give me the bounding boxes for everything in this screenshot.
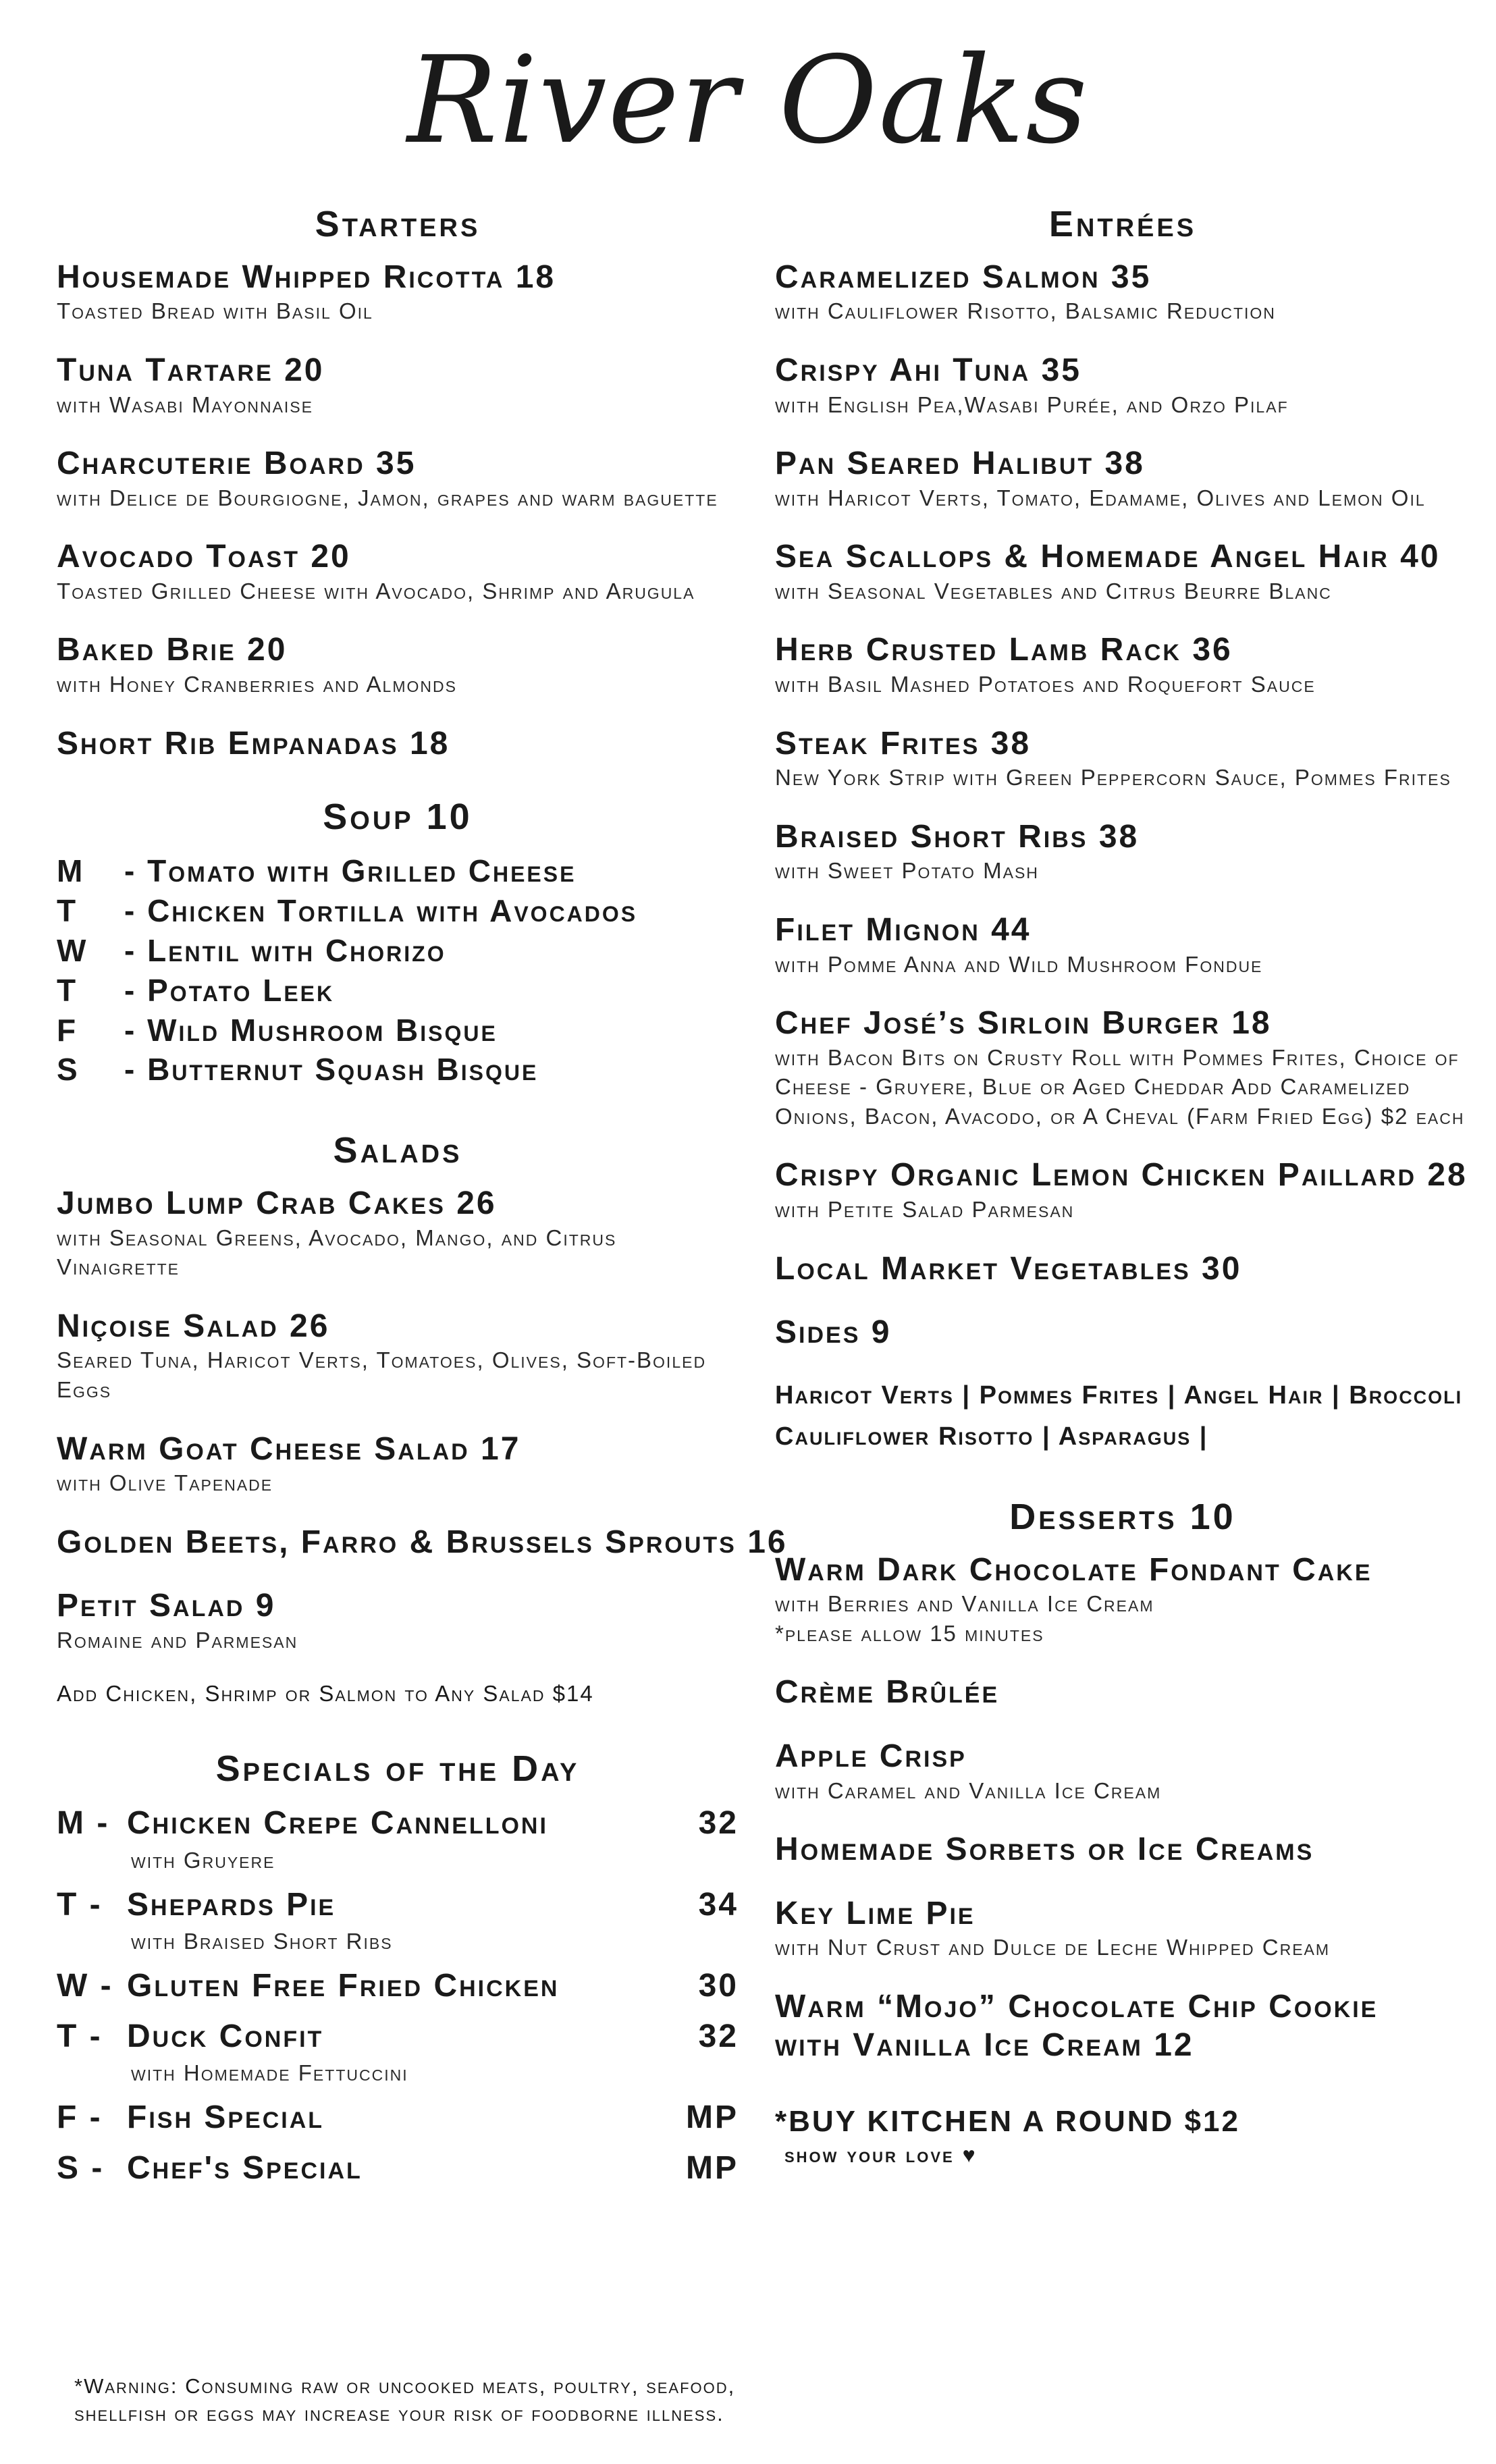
menu-item xyxy=(57,1430,739,1498)
menu-item xyxy=(57,259,739,326)
special-day: F - xyxy=(57,2099,103,2136)
right-column xyxy=(775,203,1470,2168)
salads-list xyxy=(57,1185,788,1706)
special-price: 30 xyxy=(698,1968,739,2004)
special-day: S - xyxy=(57,2149,105,2186)
soup-list xyxy=(57,851,739,1090)
special-desc: with Braised Short Ribs xyxy=(131,1929,393,1954)
show-your-love: show your love ♥ xyxy=(784,2143,978,2168)
menu-item xyxy=(775,259,1470,326)
menu-item-note: *please allow 15 minutes xyxy=(775,1620,1044,1646)
entrees-list xyxy=(775,259,1470,1288)
menu-item xyxy=(775,818,1470,886)
soup-item: - Butternut Squash Bisque xyxy=(124,1052,539,1088)
menu-item-name: Warm “Mojo” Chocolate Chip Cookie xyxy=(775,1988,1379,2025)
specials-list xyxy=(57,1802,739,2189)
health-warning: *Warning: Consuming raw or uncooked meats, poultry, seafood, shellfish or eggs may increase your risk of foodborne illness. xyxy=(74,2374,736,2426)
menu-item-name: Warm Dark Chocolate Fondant Cake xyxy=(775,1551,1372,1588)
menu-item-desc: Romaine and Parmesan xyxy=(57,1627,298,1653)
starters-heading: Starters xyxy=(315,204,481,244)
menu-item xyxy=(775,352,1470,419)
special-name: Gluten Free Fried Chicken xyxy=(127,1968,560,2004)
menu-item-name: Golden Beets, Farro & Brussels Sprouts 16 xyxy=(57,1524,788,1560)
menu-item xyxy=(775,1156,1470,1224)
menu-item xyxy=(57,352,739,419)
menu-item xyxy=(775,911,1470,979)
special-price: 32 xyxy=(698,2018,739,2054)
menu-item-name: Crème Brûlée xyxy=(775,1674,1000,1711)
menu-item xyxy=(775,1831,1470,1869)
menu-item-name: Baked Brie 20 xyxy=(57,632,288,668)
menu-item-name: Local Market Vegetables 30 xyxy=(775,1250,1242,1287)
menu-item-desc: with Olive Tapenade xyxy=(57,1470,273,1496)
special-desc: with Gruyere xyxy=(131,1847,275,1873)
menu-item-desc: with Basil Mashed Potatoes and Roquefort Sauce xyxy=(775,672,1316,697)
special-day: M - xyxy=(57,1805,110,1842)
menu-item xyxy=(775,631,1470,699)
menu-item-desc: with Wasabi Mayonnaise xyxy=(57,392,313,417)
soup-item: - Potato Leek xyxy=(124,972,335,1008)
menu-item xyxy=(57,725,739,764)
special-day: T - xyxy=(57,2018,103,2054)
soup-item: - Tomato with Grilled Cheese xyxy=(124,853,577,889)
sides-list xyxy=(775,1375,1470,1457)
menu-item-desc: with Haricot Verts, Tomato, Edamame, Olives and Lemon Oil xyxy=(775,485,1426,510)
special-price: MP xyxy=(686,2099,739,2136)
menu-item xyxy=(775,1673,1470,1712)
special-name: Chicken Crepe Cannelloni xyxy=(127,1805,548,1842)
left-column xyxy=(57,203,788,2197)
menu-item-desc: Toasted Grilled Cheese with Avocado, Shrimp and Arugula xyxy=(57,578,695,604)
menu-item-desc: with Nut Crust and Dulce de Leche Whipped Cream xyxy=(775,1935,1331,1960)
special-name: Chef's Special xyxy=(127,2149,363,2186)
entrees-heading: Entrées xyxy=(1048,204,1197,244)
menu-item-name: Charcuterie Board 35 xyxy=(57,446,417,482)
menu-item-name: Apple Crisp xyxy=(775,1738,967,1774)
specials-heading: Specials of the Day xyxy=(215,1748,580,1789)
menu-item-name: Chef José’s Sirloin Burger 18 xyxy=(775,1005,1272,1042)
special-day: T - xyxy=(57,1886,103,1923)
special-price: 34 xyxy=(698,1886,739,1923)
soup-day: T xyxy=(57,892,78,928)
menu-item-name-line2: with Vanilla Ice Cream 12 xyxy=(775,2027,1194,2063)
menu-item-name: Petit Salad 9 xyxy=(57,1588,276,1624)
menu-item-desc: with Bacon Bits on Crusty Roll with Pommes Frites, Choice of Cheese - Gruyere, Blue or Aged Cheddar Add Caramelized Onions, Bacon, Avacodo, or A Cheval (Farm Fried Egg) $2 each xyxy=(775,1044,1465,1129)
menu-item-name: Niçoise Salad 26 xyxy=(57,1308,330,1344)
menu-item-name: Warm Goat Cheese Salad 17 xyxy=(57,1430,521,1467)
menu-item-name: Pan Seared Halibut 38 xyxy=(775,446,1145,482)
menu-item xyxy=(775,725,1470,793)
sides-heading: Sides 9 xyxy=(775,1314,892,1351)
soup-row xyxy=(57,851,739,891)
special-price: 32 xyxy=(698,1805,739,1842)
menu-item-name: Herb Crusted Lamb Rack 36 xyxy=(775,632,1233,668)
menu-item-desc: with Petite Salad Parmesan xyxy=(775,1197,1075,1223)
menu-item-name: Avocado Toast 20 xyxy=(57,539,351,575)
special-item xyxy=(57,1802,739,1876)
salad-addon-note: Add Chicken, Shrimp or Salmon to Any Salad $14 xyxy=(57,1680,594,1706)
menu-item-name: Steak Frites 38 xyxy=(775,725,1032,761)
menu-item-name: Housemade Whipped Ricotta 18 xyxy=(57,259,556,295)
menu-item-desc: with Delice de Bourgiogne, Jamon, grapes and warm baguette xyxy=(57,485,718,510)
special-item xyxy=(57,1965,739,2007)
menu-item-name: Crispy Ahi Tuna 35 xyxy=(775,352,1081,388)
special-item xyxy=(57,2147,739,2189)
special-day: W - xyxy=(57,1968,113,2004)
menu-item xyxy=(775,1551,1470,1649)
special-item xyxy=(57,1884,739,1958)
desserts-list xyxy=(775,1551,1470,2065)
menu-item-desc: with Caramel and Vanilla Ice Cream xyxy=(775,1777,1162,1803)
soup-item: - Wild Mushroom Bisque xyxy=(124,1012,498,1048)
menu-item-name: Braised Short Ribs 38 xyxy=(775,818,1140,855)
special-item xyxy=(57,2016,739,2089)
menu-item-name: Homemade Sorbets or Ice Creams xyxy=(775,1831,1314,1868)
menu-item xyxy=(775,1895,1470,1962)
menu-item-name: Tuna Tartare 20 xyxy=(57,352,325,388)
menu-item-desc: with Berries and Vanilla Ice Cream xyxy=(775,1591,1154,1617)
menu-item xyxy=(775,1005,1470,1131)
menu-item-desc: with Honey Cranberries and Almonds xyxy=(57,672,457,697)
menu-item-desc: Seared Tuna, Haricot Verts, Tomatoes, Olives, Soft-Boiled Eggs xyxy=(57,1347,707,1403)
soup-day: F xyxy=(57,1012,78,1048)
menu-item xyxy=(775,538,1470,606)
menu-item xyxy=(57,631,739,699)
special-desc: with Homemade Fettuccini xyxy=(131,2060,408,2086)
soup-heading: Soup 10 xyxy=(323,797,473,838)
menu-item xyxy=(57,445,739,512)
soup-day: T xyxy=(57,972,78,1008)
soup-row xyxy=(57,1050,739,1090)
sides-line: Cauliflower Risotto | Asparagus | xyxy=(775,1422,1208,1451)
menu-item xyxy=(775,1738,1470,1805)
menu-item-name: Filet Mignon 44 xyxy=(775,912,1032,948)
starters-list xyxy=(57,259,739,763)
soup-day: S xyxy=(57,1052,80,1088)
menu-item-name: Crispy Organic Lemon Chicken Paillard 28 xyxy=(775,1157,1468,1194)
menu-item-desc: Toasted Bread with Basil Oil xyxy=(57,298,373,324)
soup-row xyxy=(57,1011,739,1050)
menu-item-desc: with Sweet Potato Mash xyxy=(775,858,1039,884)
special-name: Shepards Pie xyxy=(127,1886,336,1923)
menu-item xyxy=(57,1185,739,1282)
sides-line: Haricot Verts | Pommes Frites | Angel Hair | Broccoli xyxy=(775,1381,1463,1410)
menu-item-name: Caramelized Salmon 35 xyxy=(775,259,1152,295)
menu-item-name: Key Lime Pie xyxy=(775,1895,976,1931)
soup-item: - Lentil with Chorizo xyxy=(124,932,446,968)
soup-day: M xyxy=(57,853,85,889)
menu-item-name: Short Rib Empanadas 18 xyxy=(57,725,450,761)
special-item xyxy=(57,2097,739,2139)
soup-day: W xyxy=(57,932,88,968)
menu-item-desc: with Seasonal Vegetables and Citrus Beurre Blanc xyxy=(775,578,1332,604)
menu-item-desc: with Seasonal Greens, Avocado, Mango, and Citrus Vinaigrette xyxy=(57,1225,617,1280)
soup-row xyxy=(57,931,739,971)
menu-item xyxy=(57,1587,739,1655)
soup-row xyxy=(57,971,739,1011)
special-price: MP xyxy=(686,2149,739,2186)
soup-item: - Chicken Tortilla with Avocados xyxy=(124,892,638,928)
menu-item xyxy=(57,538,739,606)
special-name: Duck Confit xyxy=(127,2018,324,2054)
menu-item-name: Jumbo Lump Crab Cakes 26 xyxy=(57,1185,497,1222)
menu-item-desc: with Pomme Anna and Wild Mushroom Fondue xyxy=(775,951,1263,977)
menu-item xyxy=(57,1524,788,1562)
menu-item-name: Sea Scallops & Homemade Angel Hair 40 xyxy=(775,539,1441,575)
menu-item xyxy=(775,1250,1470,1289)
restaurant-logo-title: River Oaks xyxy=(407,30,1089,170)
soup-row xyxy=(57,891,739,931)
menu-item xyxy=(775,1988,1470,2064)
menu-item-desc: with Cauliflower Risotto, Balsamic Reduction xyxy=(775,298,1276,324)
special-name: Fish Special xyxy=(127,2099,325,2136)
menu-item xyxy=(57,1308,739,1405)
menu-item-desc: with English Pea,Wasabi Purée, and Orzo Pilaf xyxy=(775,392,1289,417)
menu-item-desc: New York Strip with Green Peppercorn Sauce, Pommes Frites xyxy=(775,765,1451,791)
menu-item xyxy=(775,445,1470,512)
desserts-heading: Desserts 10 xyxy=(1009,1496,1236,1537)
salads-heading: Salads xyxy=(333,1130,462,1171)
buy-kitchen-round: *BUY KITCHEN A ROUND $12 xyxy=(775,2105,1240,2139)
